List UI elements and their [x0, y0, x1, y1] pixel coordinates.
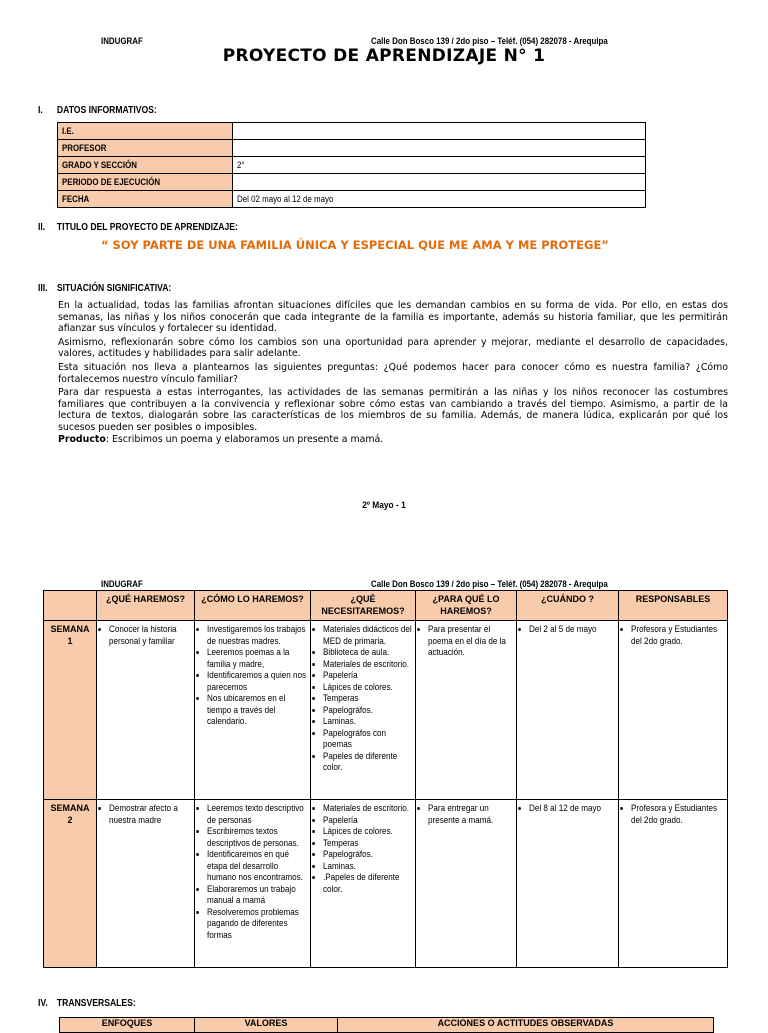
list-item: • Profesora y Estudiantes del 2do grado.	[631, 624, 724, 647]
page-label: 2º Mayo - 1	[362, 500, 406, 511]
project-title: “ SOY PARTE DE UNA FAMILIA ÚNICA Y ESPECIAL QUE ME AMA Y ME PROTEGE”	[101, 238, 609, 252]
list-item: • .Papeles de diferente color.	[323, 872, 412, 895]
planning-header: ¿CÓMO LO HAREMOS?	[195, 591, 311, 621]
responsible-cell	[619, 800, 728, 968]
info-value	[233, 174, 646, 191]
product-text: : Escribimos un poema y elaboramos un presente a mamá.	[105, 433, 384, 445]
planning-row	[44, 800, 728, 968]
how-cell	[195, 621, 311, 800]
situation-paragraph: Asimismo, reflexionarán sobre cómo los cambios son una oportunidad para aprender y mejorar, mediante el desarrollo de capacidades, valores, actitudes y habilidades para salir adelante.	[58, 336, 728, 360]
planning-row	[44, 621, 728, 800]
list-item: • Papelográfos.	[323, 705, 412, 717]
planning-table	[43, 590, 728, 968]
info-value: Del 02 mayo al 12 de mayo	[233, 191, 646, 208]
planning-header: ¿PARA QUÉ LO HAREMOS?	[416, 591, 517, 621]
list-item: • Materiales de escritorio.	[323, 659, 412, 671]
list-item: • Papeles de diferente color.	[323, 751, 412, 774]
section-4-title: TRANSVERSALES:	[56, 998, 136, 1009]
info-value	[233, 123, 646, 140]
info-value: 2°	[233, 157, 646, 174]
list-item: • Identificaremos en qué etapa del desarrollo humano nos encontramos.	[207, 849, 307, 884]
product-line	[58, 434, 728, 446]
info-label: PROFESOR	[58, 140, 233, 157]
list-item: • Papelográfos con poemas	[323, 728, 412, 751]
list-item: • Para entregar un presente a mamá.	[428, 803, 513, 826]
info-row	[58, 174, 646, 191]
section-1-heading	[38, 105, 157, 116]
transversal-header: ACCIONES O ACTITUDES OBSERVADAS	[338, 1018, 714, 1033]
list-item: • Resolveremos problemas pagando de diferentes formas	[207, 907, 307, 942]
info-row	[58, 157, 646, 174]
list-item: • Papelería	[323, 815, 412, 827]
section-1-title: DATOS INFORMATIVOS:	[56, 105, 157, 116]
info-table	[57, 122, 646, 208]
when-cell	[517, 800, 619, 968]
list-item: • Del 8 al 12 de mayo	[529, 803, 615, 815]
list-item: • Papelería	[323, 670, 412, 682]
situation-text	[58, 300, 728, 445]
list-item: • Materiales de escritorio.	[323, 803, 412, 815]
list-item: • Demostrar afecto a nuestra madre	[109, 803, 191, 826]
info-label: PERIODO DE EJECUCIÓN	[58, 174, 233, 191]
list-item: • Materiales didácticos del MED de primaria.	[323, 624, 412, 647]
list-item: • Escribiremos textos descriptivos de personas.	[207, 826, 307, 849]
responsible-cell	[619, 621, 728, 800]
list-item: • Biblioteca de aula.	[323, 647, 412, 659]
transversal-table	[59, 1017, 714, 1033]
list-item: • Profesora y Estudiantes del 2do grado.	[631, 803, 724, 826]
list-item: • Leeremos texto descriptivo de personas	[207, 803, 307, 826]
section-3-number: III.	[38, 283, 48, 294]
list-item: • Papelográfos.	[323, 849, 412, 861]
list-item: • Temperas	[323, 838, 412, 850]
why-cell	[416, 800, 517, 968]
section-2-number: II.	[38, 222, 46, 233]
section-4-heading	[38, 998, 136, 1009]
section-1-number: I.	[38, 105, 43, 116]
header-org: INDUGRAF	[101, 36, 143, 46]
list-item: • Lápices de colores.	[323, 826, 412, 838]
document-title: PROYECTO DE APRENDIZAJE N° 1	[222, 46, 546, 66]
planning-header	[44, 591, 97, 621]
situation-paragraph: Para dar respuesta a estas interrogantes, las actividades de las semanas permitirán a las niñas y los niños reconocer las costumbres familiares que contribuyen a la convivencia y reflexionar sobre cómo estas van cambiando a través del tiempo. Asimismo, a partir de la lectura de textos, dialogarán sobre las características de los miembros de su familia. Además, de manera lúdica, explicarán por qué los sucesos pueden ser posibles o imposibles.	[58, 387, 728, 433]
need-cell	[311, 621, 416, 800]
why-cell	[416, 621, 517, 800]
when-cell	[517, 621, 619, 800]
header-org: INDUGRAF	[101, 579, 143, 589]
what-cell	[97, 800, 195, 968]
list-item: • Del 2 al 5 de mayo	[529, 624, 615, 636]
header-address: Calle Don Bosco 139 / 2do piso – Teléf. (054) 282078 - Arequipa	[371, 36, 608, 46]
list-item: • Identificaremos a quien nos parecemos	[207, 670, 307, 693]
product-label: Producto	[58, 433, 106, 445]
planning-header: ¿QUÉ NECESITAREMOS?	[311, 591, 416, 621]
list-item: • Temperas	[323, 693, 412, 705]
section-2-heading	[38, 222, 238, 233]
transversal-header-row	[60, 1018, 714, 1033]
header-address: Calle Don Bosco 139 / 2do piso – Teléf. (054) 282078 - Arequipa	[371, 579, 608, 589]
week-label: SEMANA 1	[44, 621, 97, 800]
section-3-heading	[38, 283, 171, 294]
list-item: • Nos ubicaremos en el tiempo a través del calendario.	[207, 693, 307, 728]
transversal-header: ENFOQUES	[60, 1018, 195, 1033]
situation-paragraph: En la actualidad, todas las familias afrontan situaciones difíciles que les demandan cambios en su forma de vida. Por ello, en estas dos semanas, las niñas y los niños conocerán que cada integrante de la familia es importante, además su historia familiar, que les permitirán afianzar sus vínculos y fortalecer su identidad.	[58, 300, 728, 335]
situation-paragraph: Esta situación nos lleva a plantearnos las siguientes preguntas: ¿Qué podemos hacer para conocer cómo es nuestra familia? ¿Cómo fortalecemos nuestro vínculo familiar?	[58, 361, 728, 385]
info-label: I.E.	[58, 123, 233, 140]
list-item: • Laminas.	[323, 861, 412, 873]
section-2-title: TITULO DEL PROYECTO DE APRENDIZAJE:	[56, 222, 238, 233]
info-row	[58, 191, 646, 208]
section-3-title: SITUACIÓN SIGNIFICATIVA:	[56, 283, 172, 294]
planning-header: RESPONSABLES	[619, 591, 728, 621]
planning-header-row	[44, 591, 728, 621]
transversal-header: VALORES	[195, 1018, 338, 1033]
list-item: • Investigaremos los trabajos de nuestras madres.	[207, 624, 307, 647]
planning-header: ¿CUÁNDO ?	[517, 591, 619, 621]
need-cell	[311, 800, 416, 968]
info-label: GRADO Y SECCIÓN	[58, 157, 233, 174]
planning-header: ¿QUÉ HAREMOS?	[97, 591, 195, 621]
week-label: SEMANA 2	[44, 800, 97, 968]
how-cell	[195, 800, 311, 968]
list-item: • Laminas.	[323, 716, 412, 728]
list-item: • Lápices de colores.	[323, 682, 412, 694]
info-value	[233, 140, 646, 157]
info-label: FECHA	[58, 191, 233, 208]
list-item: • Conocer la historia personal y familiar	[109, 624, 191, 647]
what-cell	[97, 621, 195, 800]
section-4-number: IV.	[38, 998, 48, 1009]
info-row	[58, 123, 646, 140]
info-row	[58, 140, 646, 157]
list-item: • Leeremos poemas a la familia y madre,	[207, 647, 307, 670]
list-item: • Elaboraremos un trabajo manual a mamá	[207, 884, 307, 907]
list-item: • Para presentar el poema en el día de la actuación.	[428, 624, 513, 659]
